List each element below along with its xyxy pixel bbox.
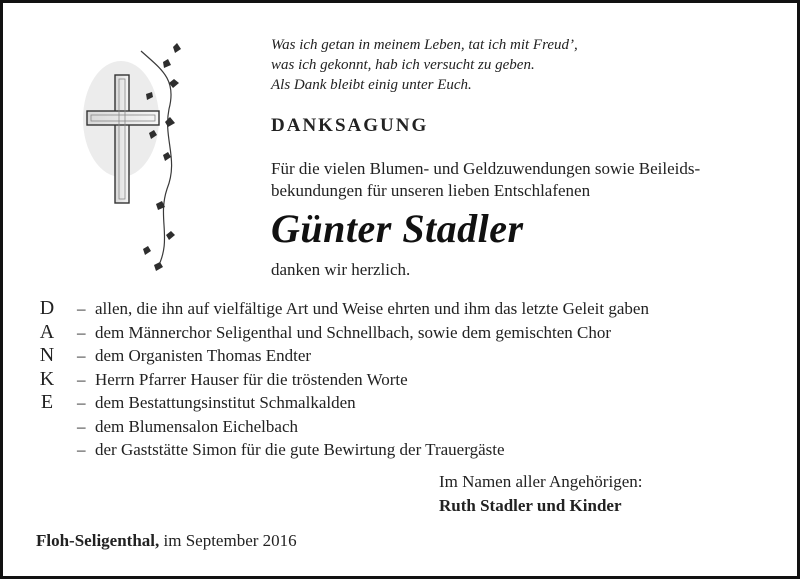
list-item (77, 297, 649, 321)
poem-quote (271, 35, 578, 95)
date: im September 2016 (159, 531, 297, 550)
dash-bullet: – (77, 369, 86, 389)
intro-text (271, 158, 700, 202)
list-item-text: dem Organisten Thomas Endter (95, 346, 312, 365)
list-item-text: dem Männerchor Seligenthal und Schnellbach, sowie dem gemischten Chor (95, 322, 612, 342)
dash-bullet: – (77, 299, 86, 318)
place-date (36, 531, 297, 551)
deceased-name: Günter Stadler (271, 206, 524, 251)
poem-line: Was ich getan in meinem Leben, tat ich mit Freud’, (271, 37, 578, 53)
dash-bullet: – (77, 393, 86, 412)
signers: Ruth Stadler und Kinder (439, 496, 622, 515)
list-item (77, 321, 649, 345)
list-item-text: Herrn Pfarrer Hauser für die tröstenden Worte (95, 369, 408, 389)
thanks-line: danken wir herzlich. (271, 260, 411, 279)
list-item (77, 344, 649, 368)
cross-with-ivy-icon (81, 39, 181, 279)
danke-letter: A (39, 320, 55, 343)
danke-letter: E (40, 391, 54, 413)
danke-acrostic (35, 297, 59, 415)
dash-bullet: – (77, 416, 86, 436)
list-item-text: allen, die ihn auf vielfältige Art und Weise ehrten und ihm das letzte Geleit gaben (95, 299, 649, 318)
poem-line: Als Dank bleibt einig unter Euch. (271, 77, 472, 93)
dash-bullet: – (77, 322, 86, 342)
poem-line: was ich gekonnt, hab ich versucht zu geben. (271, 57, 535, 73)
list-item (77, 368, 649, 392)
list-item (77, 391, 649, 415)
dash-bullet: – (77, 346, 86, 365)
list-item-text: dem Blumensalon Eichelbach (95, 416, 298, 436)
intro-line: Für die vielen Blumen- und Geldzuwendungen sowie Beileids- (271, 159, 701, 178)
list-item (77, 415, 649, 439)
thanks-list (77, 297, 649, 462)
danke-letter: N (39, 344, 55, 366)
dash-bullet: – (77, 440, 86, 459)
danke-letter: K (39, 367, 55, 390)
signoff-line: Im Namen aller Angehörigen: (439, 472, 643, 491)
danke-letter: D (39, 297, 55, 319)
place: Floh-Seligenthal, (36, 531, 160, 550)
page-title: DANKSAGUNG (271, 115, 429, 136)
intro-line: bekundungen für unseren lieben Entschlafenen (271, 181, 591, 200)
signoff (439, 470, 642, 518)
list-item (77, 438, 649, 462)
list-item-text: dem Bestattungsinstitut Schmalkalden (95, 393, 356, 412)
list-item-text: der Gaststätte Simon für die gute Bewirtung der Trauergäste (95, 440, 505, 459)
